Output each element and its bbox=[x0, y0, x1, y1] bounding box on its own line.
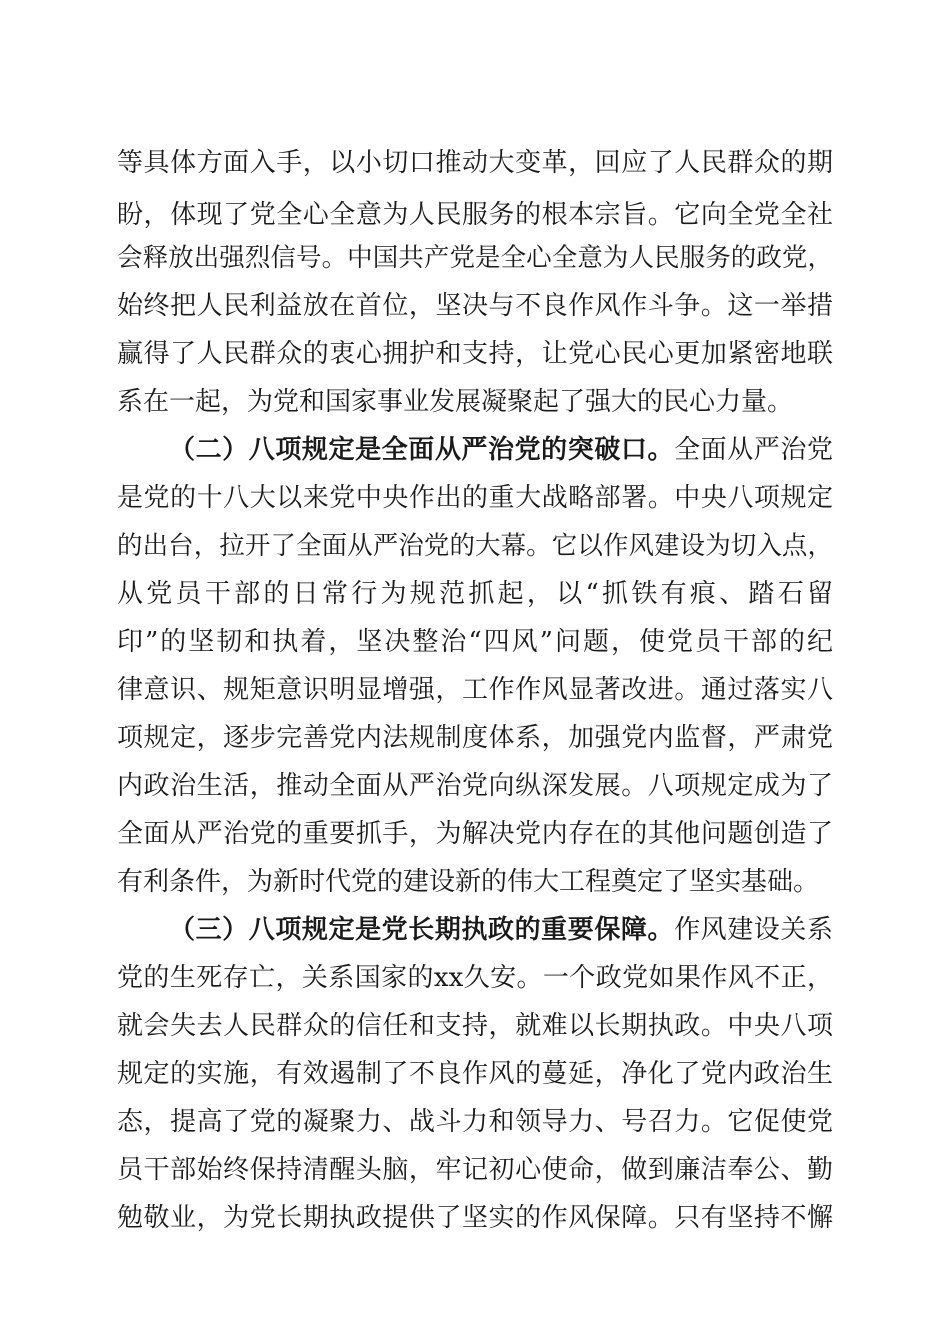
p1-line-2: 盼，体现了党全心全意为人民服务的根本宗旨。它向全党全社 bbox=[117, 200, 833, 230]
p3-line-5: 态，提高了党的凝聚力、战斗力和领导力、号召力。它促使党 bbox=[117, 1107, 833, 1137]
p3-heading: （三）八项规定是党长期执政的重要保障。 bbox=[169, 915, 675, 945]
p3-line-4: 规定的实施，有效遏制了不良作风的蔓延，净化了党内政治生 bbox=[117, 1059, 833, 1089]
p2-line-9: 全面从严治党的重要抓手，为解决党内存在的其他问题创造了 bbox=[117, 819, 833, 849]
p3-first-line-rest: 作风建设关系 bbox=[674, 915, 833, 945]
p1-line-1: 等具体方面入手，以小切口推动大变革，回应了人民群众的期 bbox=[117, 148, 833, 178]
p2-line-6: 律意识、规矩意识明显增强，工作作风显著改进。通过落实八 bbox=[117, 675, 833, 705]
p2-first-line-rest: 全面从严治党 bbox=[674, 435, 833, 465]
p3-line-7: 勉敬业，为党长期执政提供了坚实的作风保障。只有坚持不懈 bbox=[117, 1203, 833, 1233]
p2-line-7: 项规定，逐步完善党内法规制度体系，加强党内监督，严肃党 bbox=[117, 723, 833, 753]
p1-line-6: 系在一起，为党和国家事业发展凝聚起了强大的民心力量。 bbox=[117, 387, 794, 417]
p3-line-3: 就会失去人民群众的信任和支持，就难以长期执政。中央八项 bbox=[117, 1011, 833, 1041]
p3-line-6: 员干部始终保持清醒头脑，牢记初心使命，做到廉洁奉公、勤 bbox=[117, 1155, 833, 1185]
p2-first-line bbox=[169, 428, 833, 472]
p2-line-3: 的出台，拉开了全面从严治党的大幕。它以作风建设为切入点， bbox=[117, 531, 833, 561]
p1-line-3: 会释放出强烈信号。中国共产党是全心全意为人民服务的政党， bbox=[117, 243, 833, 273]
p3-first-line bbox=[169, 908, 833, 952]
p2-line-2: 是党的十八大以来党中央作出的重大战略部署。中央八项规定 bbox=[117, 483, 833, 513]
p2-line-5: 印”的坚韧和执着，坚决整治“四风”问题，使党员干部的纪 bbox=[117, 627, 833, 657]
p2-line-4: 从党员干部的日常行为规范抓起，以“抓铁有痕、踏石留 bbox=[117, 579, 833, 609]
p1-line-4: 始终把人民利益放在首位，坚决与不良作风作斗争。这一举措 bbox=[117, 291, 833, 321]
p1-line-5: 赢得了人民群众的衷心拥护和支持，让党心民心更加紧密地联 bbox=[117, 339, 833, 369]
p2-heading: （二）八项规定是全面从严治党的突破口。 bbox=[169, 435, 675, 465]
p3-line-2: 党的生死存亡，关系国家的xx久安。一个政党如果作风不正， bbox=[117, 963, 833, 993]
p2-line-8: 内政治生活，推动全面从严治党向纵深发展。八项规定成为了 bbox=[117, 771, 833, 801]
p2-line-10: 有利条件，为新时代党的建设新的伟大工程奠定了坚实基础。 bbox=[117, 867, 820, 897]
